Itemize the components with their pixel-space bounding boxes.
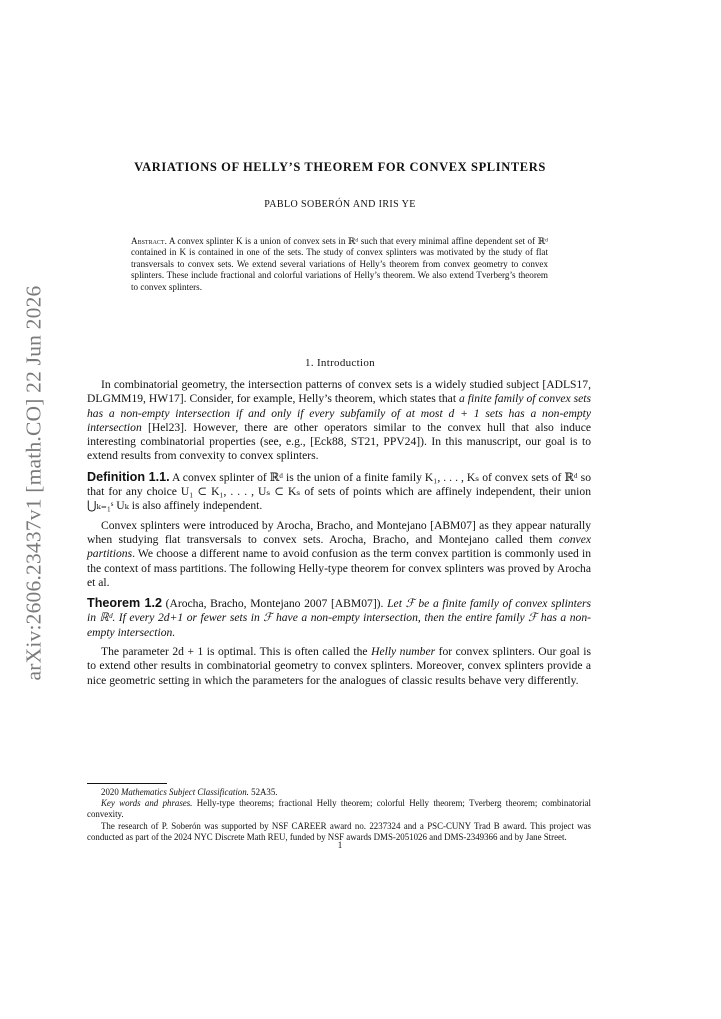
footnote-msc [87,787,591,798]
paragraph-text: The parameter 2d + 1 is optimal. This is often called the [101,645,372,659]
helly-statement: a finite family of convex sets has a non-empty intersection if and only if every subfamily of at most d + 1 sets has a non-empty intersection [87,392,591,434]
definition-text: A convex splinter of ℝᵈ is the union of a finite family K₁, . . . , Kₛ of convex sets of ℝᵈ so that for any choice U₁ ⊂ K₁, . . . , Uₛ ⊂ Kₛ of sets of points which are affinely independent, their union ⋃ₖ₌₁ˢ Uₖ is also affinely independent. [87,470,591,513]
abstract-heading: Abstract. [131,236,167,246]
abstract [131,236,548,293]
paragraph-convex-splinters [87,519,591,590]
footnote-label: Mathematics Subject Classification. [120,787,249,797]
paragraph-intro [87,378,591,464]
paper-authors: PABLO SOBERÓN AND IRIS YE [264,199,416,210]
definition-label: Definition 1.1. [87,469,170,484]
paper-title: VARIATIONS OF HELLY’S THEOREM FOR CONVEX SPLINTERS [134,160,546,174]
theorem-attribution: (Arocha, Bracho, Montejano 2007 [ABM07]). [161,597,384,611]
paragraph-text: [Hel23]. However, there are other operators similar to the convex hull that also induce interesting combinatorial properties (see, e.g., [Eck88, ST21, PPV24]). In this manuscript, our goal is to extend results from convexity to convex splinters. [87,420,591,463]
page-number: 1 [337,840,343,850]
footnote-funding: The research of P. Soberón was supported by NSF CAREER award no. 2237324 and a PSC-CUNY Trad B award. This project was conducted as part of the 2024 NYC Discrete Math REU, funded by NSF awards DMS-2051026 and DMS-2349366 and by Jane Street. [87,820,591,842]
paragraph-text: Convex splinters were introduced by Arocha, Bracho, and Montejano [ABM07] as they appear naturally when studying flat transversals to convex sets. Arocha, Bracho, and Montejano called them [87,518,591,546]
arxiv-identifier-text: arXiv:2606.23437v1 [math.CO] 22 Jun 2026 [21,285,46,681]
theorem-1-2 [87,596,591,640]
emphasis-text: Helly number [371,645,436,659]
arxiv-identifier [12,283,56,683]
theorem-label: Theorem 1.2 [87,596,162,611]
paragraph-text: . We choose a different name to avoid confusion as the term convex partition is commonly used in the context of mass partitions. The following Helly-type theorem for convex splinters was proved by Arocha et al. [87,547,591,589]
section-heading-introduction: 1. Introduction [305,357,375,369]
abstract-text: A convex splinter K is a union of convex sets in ℝᵈ such that every minimal affine dependent set of ℝᵈ contained in K is contained in one of the sets. The study of convex splinters was motivated by the study of flat transversals to convex sets. We extend several variations of Helly’s theorem from convex geometry to convex splinters. These include fractional and colorful variations of Helly’s theorem. We also extend Tverberg’s theorem to convex splinters. [131,236,548,292]
paragraph-helly-number [87,645,591,688]
footnote-text: Helly-type theorems; fractional Helly theorem; colorful Helly theorem; Tverberg theorem; combinatorial convexity. [87,798,591,820]
footnotes [87,787,591,843]
paragraph-text: In combinatorial geometry, the intersection patterns of convex sets is a widely studied subject [ADLS17, DLGMM19, HW17]. Consider, for example, Helly’s theorem, which states that [87,378,591,406]
footnote-label: Key words and phrases. [101,798,193,809]
footnote-text: 2020 [101,787,121,797]
footnote-keywords [87,798,591,820]
footnote-text: 52A35. [248,787,278,797]
theorem-text: Let ℱ be a finite family of convex splinters in ℝᵈ. If every 2d+1 or fewer sets in ℱ have a non-empty intersection, then the entire family ℱ has a non-empty intersection. [87,597,591,639]
main-body [87,378,591,688]
footnote-rule [87,783,167,784]
paragraph-text: for convex splinters. Our goal is to extend other results in combinatorial geometry to convex splinters. Moreover, convex splinters provide a nice geometric setting in which the parameters for the analogues of classic results behave very differently. [87,645,591,687]
emphasis-text: convex partitions [87,532,591,561]
definition-1-1 [87,470,591,514]
